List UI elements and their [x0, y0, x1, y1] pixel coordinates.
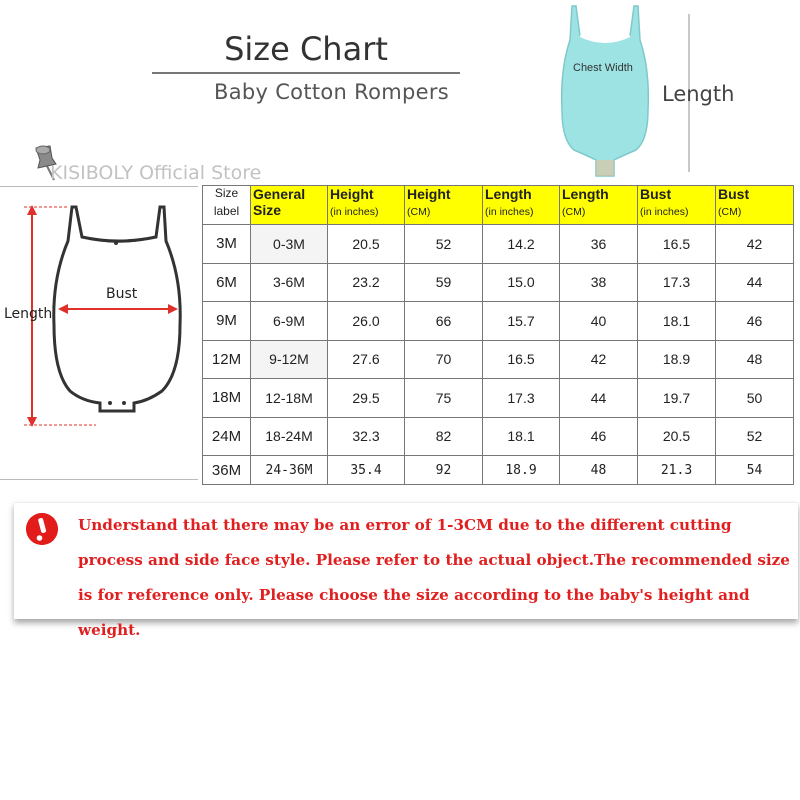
- table-row: [203, 456, 794, 485]
- bust-cm-cell: 42: [716, 225, 794, 264]
- bust-in-cell: 18.1: [638, 302, 716, 341]
- bust-cm-cell: 44: [716, 263, 794, 302]
- length-in-cell: 15.7: [483, 302, 560, 341]
- bust-label: Bust: [106, 286, 138, 302]
- height-in-cell: 26.0: [328, 302, 405, 341]
- length-cm-cell: 40: [560, 302, 638, 341]
- header-length-in: Length (in inches): [483, 186, 560, 225]
- table-row: [203, 417, 794, 456]
- length-cm-cell: 44: [560, 379, 638, 418]
- bust-cm-cell: 50: [716, 379, 794, 418]
- height-cm-cell: 52: [405, 225, 483, 264]
- photo-length-label: Length: [662, 82, 735, 106]
- exclamation-icon: [26, 513, 58, 545]
- bust-cm-cell: 54: [716, 456, 794, 485]
- header-size-label: Size label: [203, 186, 251, 225]
- bust-in-cell: 19.7: [638, 379, 716, 418]
- length-cm-cell: 38: [560, 263, 638, 302]
- romper-photo: [550, 0, 660, 180]
- bust-in-cell: 17.3: [638, 263, 716, 302]
- row-label: 24M: [203, 417, 251, 456]
- length-in-cell: 14.2: [483, 225, 560, 264]
- table-row: [203, 263, 794, 302]
- bust-cm-cell: 46: [716, 302, 794, 341]
- title-divider: [152, 72, 460, 74]
- height-cm-cell: 70: [405, 340, 483, 379]
- height-in-cell: 20.5: [328, 225, 405, 264]
- header-height-cm: Height (CM): [405, 186, 483, 225]
- height-in-cell: 27.6: [328, 340, 405, 379]
- row-label: 12M: [203, 340, 251, 379]
- header-bust-in: Bust (in inches): [638, 186, 716, 225]
- header-height-in: Height (in inches): [328, 186, 405, 225]
- height-in-cell: 32.3: [328, 417, 405, 456]
- height-in-cell: 23.2: [328, 263, 405, 302]
- bust-in-cell: 20.5: [638, 417, 716, 456]
- header-length-cm: Length (CM): [560, 186, 638, 225]
- height-cm-cell: 92: [405, 456, 483, 485]
- bust-cm-cell: 52: [716, 417, 794, 456]
- table-row: [203, 302, 794, 341]
- length-cm-cell: 46: [560, 417, 638, 456]
- length-cm-cell: 48: [560, 456, 638, 485]
- length-in-cell: 17.3: [483, 379, 560, 418]
- table-row: [203, 340, 794, 379]
- general-size-cell: 0-3M: [251, 225, 328, 264]
- length-in-cell: 18.9: [483, 456, 560, 485]
- height-in-cell: 35.4: [328, 456, 405, 485]
- bust-in-cell: 18.9: [638, 340, 716, 379]
- length-in-cell: 15.0: [483, 263, 560, 302]
- row-label: 9M: [203, 302, 251, 341]
- table-row: [203, 379, 794, 418]
- bust-in-cell: 16.5: [638, 225, 716, 264]
- page-title: Size Chart: [224, 30, 388, 68]
- table-header-row: [203, 186, 794, 225]
- header-bust-cm: Bust (CM): [716, 186, 794, 225]
- general-size-cell: 9-12M: [251, 340, 328, 379]
- page-subtitle: Baby Cotton Rompers: [214, 80, 449, 104]
- length-in-cell: 16.5: [483, 340, 560, 379]
- general-size-cell: 24-36M: [251, 456, 328, 485]
- row-label: 36M: [203, 456, 251, 485]
- diagram-length-label: Length: [4, 306, 53, 322]
- table-row: [203, 225, 794, 264]
- height-in-cell: 29.5: [328, 379, 405, 418]
- height-cm-cell: 75: [405, 379, 483, 418]
- length-in-cell: 18.1: [483, 417, 560, 456]
- row-label: 3M: [203, 225, 251, 264]
- notice-text: Understand that there may be an error of 1-3CM due to the different cutting process and side face style. Please refer to the actual object.The recommended size is for reference only. Please choose the size according to the baby's height and weight.: [78, 516, 790, 639]
- height-cm-cell: 59: [405, 263, 483, 302]
- row-label: 18M: [203, 379, 251, 418]
- general-size-cell: 18-24M: [251, 417, 328, 456]
- bust-cm-cell: 48: [716, 340, 794, 379]
- bust-in-cell: 21.3: [638, 456, 716, 485]
- size-table: [202, 185, 794, 485]
- general-size-cell: 3-6M: [251, 263, 328, 302]
- length-cm-cell: 42: [560, 340, 638, 379]
- header-general-size: General Size: [251, 186, 328, 225]
- height-cm-cell: 66: [405, 302, 483, 341]
- height-cm-cell: 82: [405, 417, 483, 456]
- general-size-cell: 6-9M: [251, 302, 328, 341]
- store-watermark: KISIBOLY Official Store: [50, 162, 262, 184]
- chest-width-label: Chest Width: [573, 62, 633, 74]
- row-label: 6M: [203, 263, 251, 302]
- length-cm-cell: 36: [560, 225, 638, 264]
- general-size-cell: 12-18M: [251, 379, 328, 418]
